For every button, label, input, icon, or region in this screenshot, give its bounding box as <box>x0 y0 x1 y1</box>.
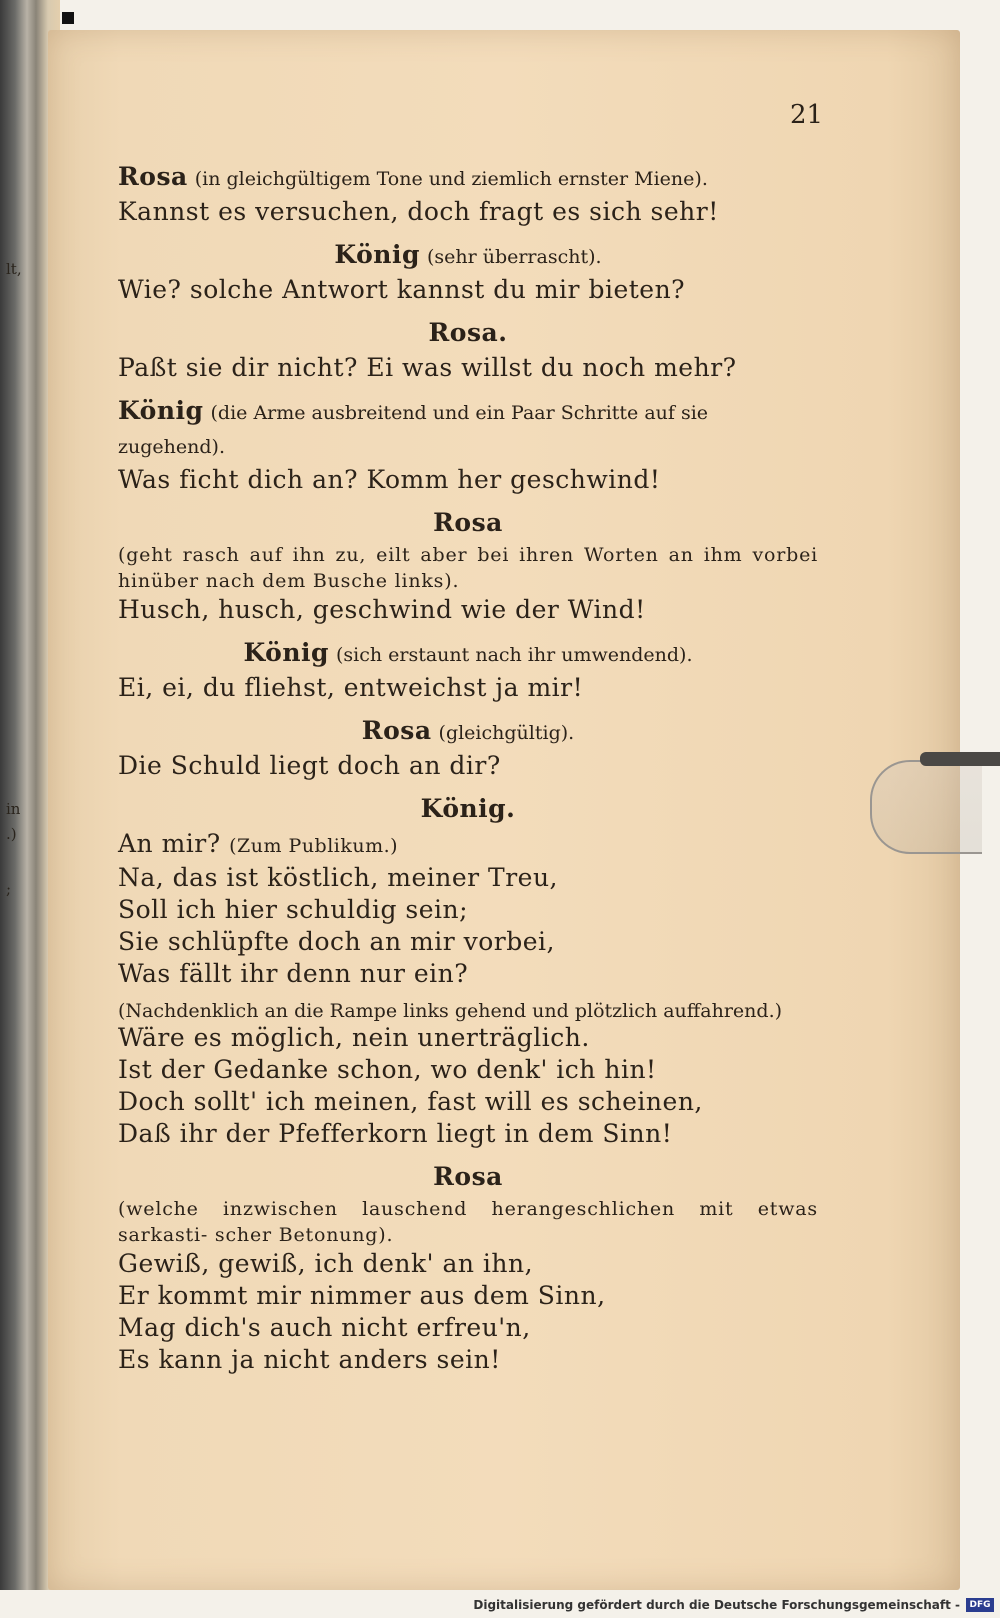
speaker-name: Rosa <box>433 1162 503 1191</box>
speaker-heading <box>118 714 818 750</box>
stage-direction: (Zum Publikum.) <box>229 835 399 857</box>
verse-line: Kannst es versuchen, doch fragt es sich sehr! <box>118 197 719 226</box>
speaker-heading <box>118 316 818 352</box>
verse-line: Sie schlüpfte doch an mir vorbei, <box>118 927 555 956</box>
verse-line: Mag dich's auch nicht erfreu'n, <box>118 1313 531 1342</box>
stage-direction: (die Arme ausbreitend und ein Paar Schritte auf sie zugehend). <box>118 402 709 458</box>
speaker-name: Rosa <box>361 716 432 745</box>
speaker-heading <box>118 1160 818 1196</box>
verse-text: An mir? <box>118 829 221 858</box>
verse-line: Was ficht dich an? Komm her geschwind! <box>118 465 661 494</box>
stage-direction: (sehr überrascht). <box>426 246 602 268</box>
dfg-logo: DFG <box>966 1598 994 1612</box>
page-clip <box>870 760 982 854</box>
speaker-name: König <box>243 638 329 667</box>
verse-line: Wie? solche Antwort kannst du mir bieten? <box>118 275 686 304</box>
stage-direction-inline: (Nachdenklich an die Rampe links gehend und plötzlich auffahrend.) <box>118 1000 783 1022</box>
binding-mark: .) <box>6 825 17 843</box>
verse-line: Es kann ja nicht anders sein! <box>118 1345 501 1374</box>
stage-direction: (sich erstaunt nach ihr umwendend). <box>335 644 693 666</box>
verse-line: Wäre es möglich, nein unerträglich. <box>118 1023 590 1052</box>
binding-mark: lt, <box>6 260 22 278</box>
verse-line: Ist der Gedanke schon, wo denk' ich hin! <box>118 1055 657 1084</box>
speaker-name: Rosa <box>118 162 188 191</box>
verse-line <box>118 828 818 862</box>
page-number: 21 <box>790 100 824 130</box>
scan-marker <box>62 12 74 24</box>
speaker-heading <box>118 636 818 672</box>
verse-line: Die Schuld liegt doch an dir? <box>118 751 501 780</box>
verse-line: Husch, husch, geschwind wie der Wind! <box>118 595 646 624</box>
speaker-name: Rosa <box>433 508 503 537</box>
speaker-heading <box>118 238 818 274</box>
speaker-heading <box>118 394 818 464</box>
binding-margin-text <box>6 0 46 1590</box>
footer-credit-text: Digitalisierung gefördert durch die Deutsche Forschungsgemeinschaft - <box>473 1598 960 1612</box>
verse-line: Er kommt mir nimmer aus dem Sinn, <box>118 1281 606 1310</box>
speaker-heading <box>118 792 818 828</box>
footer-credit <box>0 1592 1000 1618</box>
stage-direction-block: (geht rasch auf ihn zu, eilt aber bei ihren Worten an ihm vorbei hinüber nach dem Busche links). <box>118 544 818 592</box>
verse-line: Doch sollt' ich meinen, fast will es scheinen, <box>118 1087 703 1116</box>
verse-line: Ei, ei, du fliehst, entweichst ja mir! <box>118 673 584 702</box>
play-text <box>118 150 818 1376</box>
binding-mark: ; <box>6 880 12 898</box>
verse-line: Paßt sie dir nicht? Ei was willst du noch mehr? <box>118 353 737 382</box>
speaker-name: Rosa. <box>428 318 508 347</box>
speaker-heading <box>118 160 818 196</box>
verse-line: Gewiß, gewiß, ich denk' an ihn, <box>118 1249 534 1278</box>
stage-direction: (in gleichgültigem Tone und ziemlich ernster Miene). <box>194 168 708 190</box>
binding-mark: in <box>6 800 21 818</box>
verse-line: Soll ich hier schuldig sein; <box>118 895 469 924</box>
stage-direction-block: (welche inzwischen lauschend herangeschlichen mit etwas sarkasti- scher Betonung). <box>118 1198 818 1246</box>
speaker-name: König. <box>420 794 516 823</box>
verse-line: Was fällt ihr denn nur ein? <box>118 959 469 988</box>
verse-line: Daß ihr der Pfefferkorn liegt in dem Sinn! <box>118 1119 673 1148</box>
speaker-name: König <box>118 396 204 425</box>
speaker-heading <box>118 506 818 542</box>
verse-line: Na, das ist köstlich, meiner Treu, <box>118 863 558 892</box>
stage-direction: (gleichgültig). <box>438 722 575 744</box>
speaker-name: König <box>334 240 420 269</box>
page-clip-top <box>920 752 1000 766</box>
